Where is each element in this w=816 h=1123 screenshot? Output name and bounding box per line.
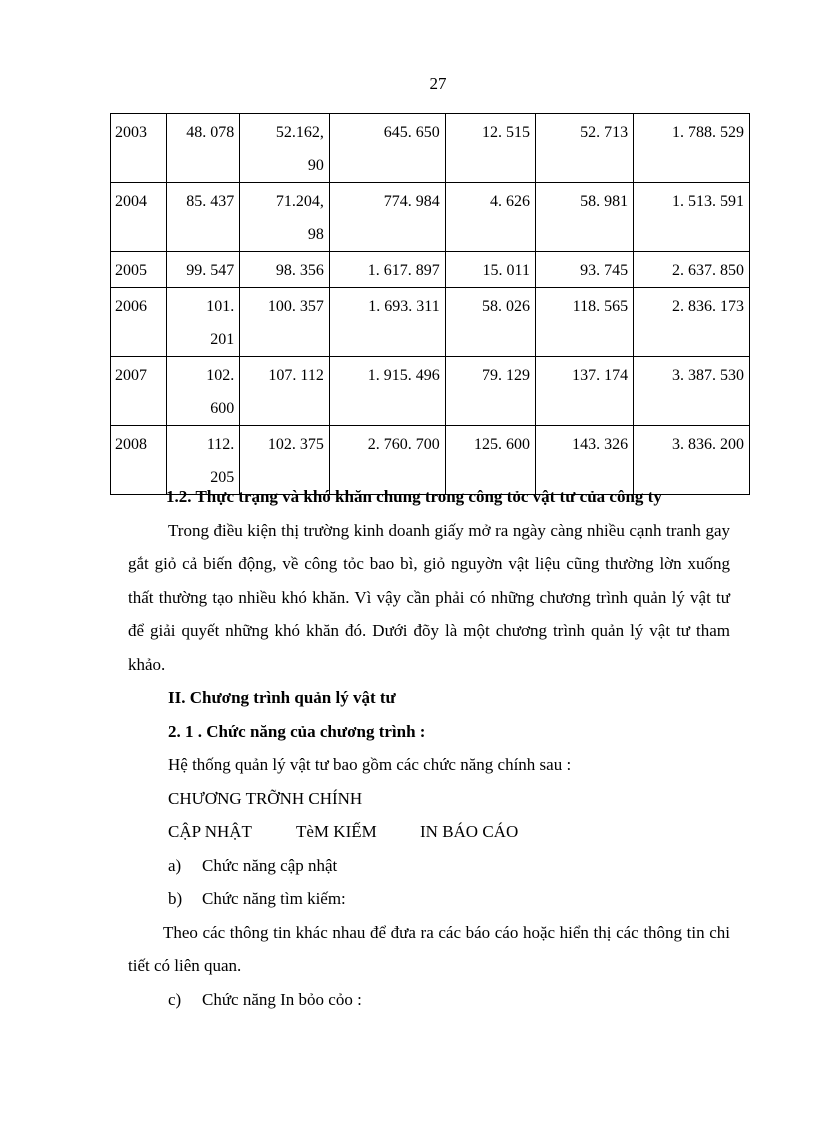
table-cell-year: 2006 <box>111 288 167 357</box>
paragraph-1-2: Trong điều kiện thị trường kinh doanh giấy mở ra ngày càng nhiều cạnh tranh gay gắt giỏ cả biến động, về công tỏc bao bì, giỏ nguyờn vật liệu cũng thường lờn xuống thất thường tạo nhiều khó khăn. Vì vậy cần phải có những chương trình quản lý vật tư để giải quyết những khó khăn đó. Dưới đõy là một chương trình quản lý vật tư tham khảo. <box>128 520 730 674</box>
list-item-a-label: a) <box>168 855 182 875</box>
table-cell: 645. 650 <box>329 114 445 183</box>
table-cell: 1. 788. 529 <box>634 114 750 183</box>
table-row <box>111 357 750 426</box>
table-cell-year: 2007 <box>111 357 167 426</box>
list-item-a-text: Chức năng cập nhật <box>202 855 338 875</box>
table-cell: 52.162, 90 <box>240 114 330 183</box>
sub-heading-2-1: 2. 1 . Chức năng của chương trình : <box>168 721 426 741</box>
menu-update: CẬP NHẬT <box>168 822 252 841</box>
list-item-b-text: Chức năng tìm kiếm: <box>202 889 346 908</box>
table-cell: 85. 437 <box>166 183 239 252</box>
page-number: 27 <box>429 74 447 93</box>
table-cell: 15. 011 <box>445 252 535 288</box>
table-cell-year: 2004 <box>111 183 167 252</box>
table-cell: 93. 745 <box>535 252 633 288</box>
table-cell: 137. 174 <box>535 357 633 426</box>
table-cell: 102. 600 <box>166 357 239 426</box>
section-heading-1-2: 1.2. Thực trạng và khó khăn chung trong công tỏc vật tư của công ty <box>166 487 662 506</box>
table-cell: 112. 205 <box>166 426 239 495</box>
menu-search: TèM KIẾM <box>296 822 377 841</box>
data-table <box>110 113 750 495</box>
table-cell: 48. 078 <box>166 114 239 183</box>
table-cell: 2. 836. 173 <box>634 288 750 357</box>
main-program-label: CHƯƠNG TRỠNH CHÍNH <box>168 788 363 808</box>
table-cell-year: 2005 <box>111 252 167 288</box>
table-cell: 79. 129 <box>445 357 535 426</box>
menu-report: IN BÁO CÁO <box>420 822 519 841</box>
table-cell: 118. 565 <box>535 288 633 357</box>
table-cell: 2. 637. 850 <box>634 252 750 288</box>
table-cell: 71.204, 98 <box>240 183 330 252</box>
list-item-c <box>128 983 730 1017</box>
table-cell: 1. 693. 311 <box>329 288 445 357</box>
table-row <box>111 114 750 183</box>
list-item-a <box>128 849 730 883</box>
table-cell: 98. 356 <box>240 252 330 288</box>
menu-row <box>128 815 730 849</box>
table-cell: 4. 626 <box>445 183 535 252</box>
table-cell: 774. 984 <box>329 183 445 252</box>
table-cell: 125. 600 <box>445 426 535 495</box>
table-cell: 12. 515 <box>445 114 535 183</box>
table-cell: 2. 760. 700 <box>329 426 445 495</box>
table-cell: 58. 981 <box>535 183 633 252</box>
table-cell: 99. 547 <box>166 252 239 288</box>
table-row <box>111 288 750 357</box>
table-cell: 3. 836. 200 <box>634 426 750 495</box>
table-cell: 1. 513. 591 <box>634 183 750 252</box>
page-content <box>128 480 730 1016</box>
table-cell-year: 2008 <box>111 426 167 495</box>
table-cell: 3. 387. 530 <box>634 357 750 426</box>
table-cell: 58. 026 <box>445 288 535 357</box>
section-heading-2: II. Chương trình quản lý vật tư <box>168 688 396 707</box>
table-row <box>111 252 750 288</box>
table-cell: 100. 357 <box>240 288 330 357</box>
table-cell: 52. 713 <box>535 114 633 183</box>
table-cell: 101. 201 <box>166 288 239 357</box>
table-cell: 102. 375 <box>240 426 330 495</box>
list-item-c-text: Chức năng In bỏo cỏo : <box>202 989 362 1009</box>
list-item-b-label: b) <box>168 889 183 908</box>
list-item-b-description: Theo các thông tin khác nhau để đưa ra các báo cáo hoặc hiển thị các thông tin chi tiết có liên quan. <box>128 922 730 975</box>
table-cell-year: 2003 <box>111 114 167 183</box>
list-item-c-label: c) <box>168 989 182 1009</box>
table-cell: 143. 326 <box>535 426 633 495</box>
intro-text: Hệ thống quản lý vật tư bao gồm các chức năng chính sau : <box>168 755 572 774</box>
table-cell: 1. 617. 897 <box>329 252 445 288</box>
table-cell: 1. 915. 496 <box>329 357 445 426</box>
table-cell: 107. 112 <box>240 357 330 426</box>
table-row <box>111 183 750 252</box>
list-item-b <box>128 882 730 916</box>
